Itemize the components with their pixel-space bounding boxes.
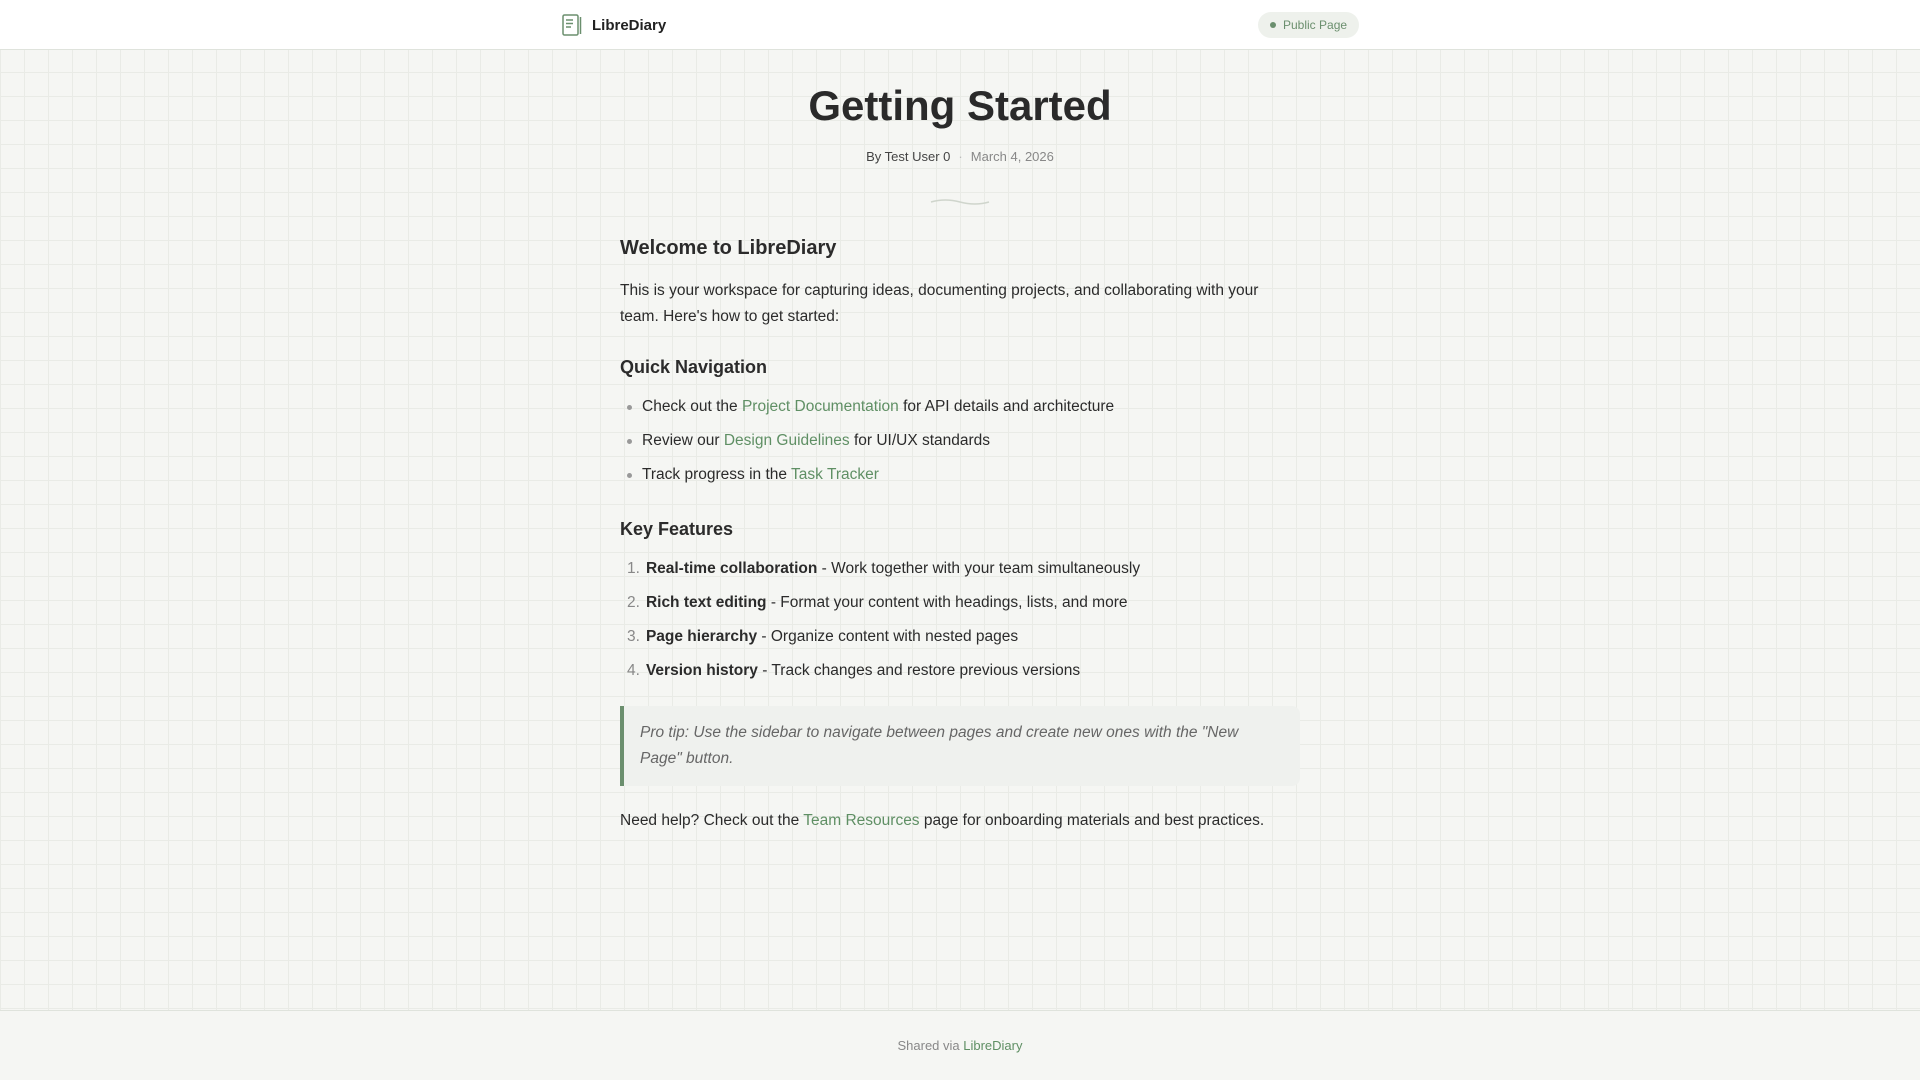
footer-text: Shared via (897, 1038, 964, 1053)
feature-desc: - Format your content with headings, lists, and more (766, 594, 1128, 611)
text: page for onboarding materials and best practices. (919, 812, 1265, 829)
item-number: 1. (627, 560, 640, 577)
page-meta (0, 149, 1920, 164)
key-features-heading: Key Features (620, 519, 734, 539)
task-tracker-link[interactable]: Task Tracker (791, 466, 879, 483)
text: Review our (642, 432, 724, 449)
team-resources-link[interactable]: Team Resources (803, 812, 920, 829)
list-item (620, 654, 1300, 688)
footer (0, 1010, 1920, 1080)
feature-desc: - Track changes and restore previous versions (757, 662, 1081, 679)
text: Need help? Check out the (620, 812, 804, 829)
author: By Test User 0 (866, 149, 951, 164)
feature-desc: - Work together with your team simultaneously (817, 560, 1141, 577)
text: Track progress in the (642, 466, 792, 483)
nav-list (620, 390, 1300, 492)
feature-name: Rich text editing (645, 594, 767, 611)
intro-paragraph: This is your workspace for capturing ideas, documenting projects, and collaborating with your team. Here's how to get started: (620, 282, 1259, 325)
meta-separator: · (958, 149, 963, 164)
list-item (620, 424, 1300, 458)
list-item (620, 458, 1300, 492)
page-title: Getting Started (808, 82, 1112, 129)
project-documentation-link[interactable]: Project Documentation (741, 398, 899, 415)
features-list (620, 552, 1300, 688)
page-content (620, 234, 1300, 834)
list-item (620, 586, 1300, 620)
quick-navigation-heading: Quick Navigation (620, 357, 768, 377)
status-dot-icon (1270, 22, 1276, 28)
app-name: LibreDiary (592, 16, 667, 34)
item-number: 4. (627, 662, 640, 679)
design-guidelines-link[interactable]: Design Guidelines (723, 432, 850, 449)
list-item (620, 390, 1300, 424)
list-item (620, 552, 1300, 586)
item-number: 2. (627, 594, 640, 611)
footer-librediary-link[interactable]: LibreDiary (963, 1038, 1023, 1053)
app-logo[interactable] (562, 14, 666, 36)
list-item (620, 620, 1300, 654)
date: March 4, 2026 (970, 149, 1054, 164)
pro-tip-quote: Pro tip: Use the sidebar to navigate between pages and create new ones with the "New Page" button. (620, 706, 1300, 786)
public-page-badge (1258, 12, 1359, 38)
help-paragraph (620, 808, 1300, 834)
feature-name: Page hierarchy (645, 628, 758, 645)
feature-desc: - Organize content with nested pages (757, 628, 1019, 645)
text: for API details and architecture (898, 398, 1115, 415)
feature-name: Real-time collaboration (645, 560, 818, 577)
welcome-heading: Welcome to LibreDiary (620, 237, 837, 259)
notebook-icon (562, 14, 582, 36)
feature-name: Version history (645, 662, 758, 679)
badge-label: Public Page (1283, 18, 1348, 32)
item-number: 3. (627, 628, 640, 645)
divider-squiggle (930, 196, 990, 208)
top-bar (0, 0, 1920, 50)
text: for UI/UX standards (849, 432, 991, 449)
text: Check out the (642, 398, 742, 415)
